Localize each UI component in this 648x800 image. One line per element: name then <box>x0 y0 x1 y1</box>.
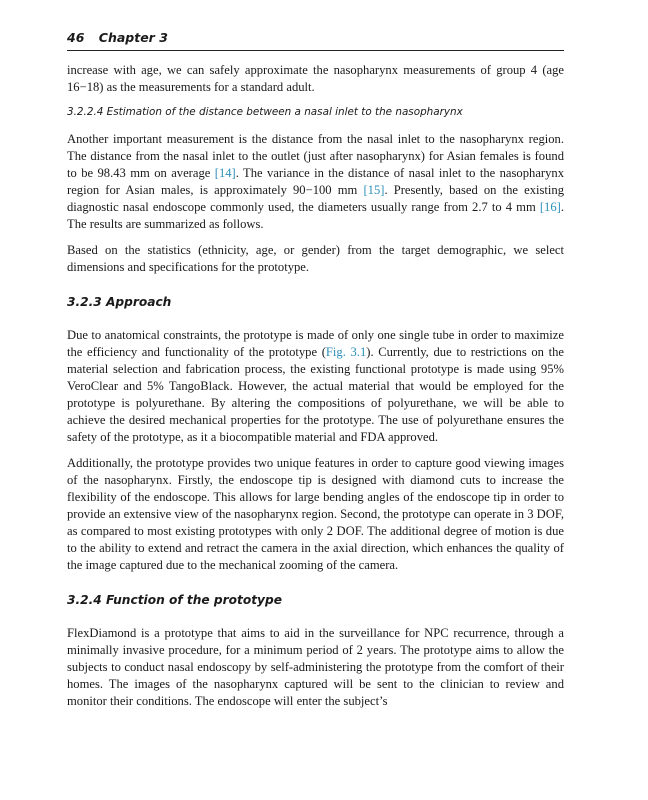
citation-link-16[interactable]: [16] <box>539 200 561 214</box>
section-heading-3-2-4 <box>67 592 564 608</box>
section-number: 3.2.3 <box>67 295 102 309</box>
running-header <box>67 30 564 51</box>
figure-link-3-1[interactable]: Fig. 3.1 <box>325 345 367 359</box>
text-span: . Presently, based on the existing diagnostic nasal endoscope commonly used, the diameters usually range from 2.7 to 4 mm <box>67 183 565 214</box>
text-span: . The results are summarized as follows. <box>67 200 564 231</box>
section-heading-3-2-3 <box>67 294 564 310</box>
page-number: 46 <box>67 30 85 45</box>
section-number: 3.2.2.4 <box>67 106 104 118</box>
paragraph-approach <box>67 327 564 446</box>
subsection-heading-3-2-2-4 <box>67 105 564 119</box>
text-span: . The variance in the distance of nasal inlet to the nasopharynx region for Asian males, is approximately 90−100 mm <box>67 166 564 197</box>
citation-link-14[interactable]: [14] <box>214 166 236 180</box>
page-body <box>67 62 564 719</box>
paragraph-distance <box>67 131 564 233</box>
paragraph-function: FlexDiamond is a prototype that aims to aid in the surveillance for NPC recurrence, through a minimally invasive procedure, for a minimum period of 2 years. The prototype aims to allow the subjects to conduct nasal endoscopy by self-administering the prototype from the comfort of their homes. The images of the nasopharynx captured will be sent to the clinician to review and monitor their conditions. The endoscope will enter the subject’s <box>67 626 564 708</box>
chapter-label: Chapter 3 <box>98 30 168 45</box>
text-span: ). Currently, due to restrictions on the material selection and fabrication process, the existing functional prototype is made using 95% VeroClear and 5% TangoBlack. However, the actual material that would be employed for the prototype is polyurethane. By altering the compositions of polyurethane, we will be able to achieve the desired mechanical properties for the prototype. The use of polyurethane ensures the safety of the prototype, as it a biocompatible material and FDA approved. <box>67 345 564 444</box>
paragraph-continued: increase with age, we can safely approximate the nasopharynx measurements of group 4 (age 16−18) as the measurements for a standard adult. <box>67 63 564 94</box>
text-span: Another important measurement is the distance from the nasal inlet to the nasopharynx region. The distance from the nasal inlet to the outlet (just after nasopharynx) for Asian females is found to be 98.43 mm on average <box>67 132 564 180</box>
paragraph-features: Additionally, the prototype provides two unique features in order to capture good viewing images of the nasopharynx. Firstly, the endoscope tip is designed with diamond cuts to increase the flexibility of the endoscope. This allows for large bending angles of the endoscope tip in order to provide an extensive view of the nasopharynx region. Second, the prototype can operate in 3 DOF, as compared to most existing prototypes with only 2 DOF. The additional degree of motion is due to the ability to extend and retract the camera in the axial direction, which enhances the quality of the image captured due to the mechanical zooming of the camera. <box>67 456 565 572</box>
paragraph-statistics: Based on the statistics (ethnicity, age, or gender) from the target demographic, we select dimensions and specifications for the prototype. <box>67 243 564 274</box>
section-title: Approach <box>105 295 172 309</box>
section-title: Estimation of the distance between a nasal inlet to the nasopharynx <box>106 106 463 118</box>
section-title: Function of the prototype <box>105 593 282 607</box>
text-span: Due to anatomical constraints, the prototype is made of only one single tube in order to maximize the efficiency and functionality of the prototype ( <box>67 328 564 359</box>
section-number: 3.2.4 <box>67 593 102 607</box>
citation-link-15[interactable]: [15] <box>363 183 385 197</box>
